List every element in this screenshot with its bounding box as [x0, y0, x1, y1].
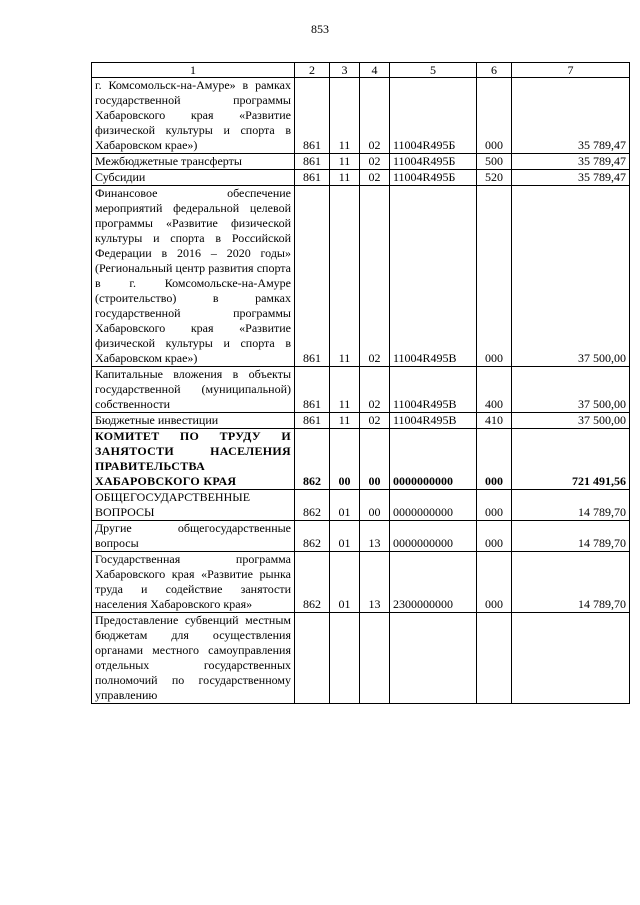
row-expense-type	[477, 613, 512, 704]
row-code: 862	[295, 552, 330, 613]
row-expense-type: 000	[477, 521, 512, 552]
row-name: г. Комсомольск-на-Амуре» в рамках государственной программы Хабаровского края «Развитие физической культуры и спорта в Хабаровском крае»)	[92, 78, 295, 154]
row-name: Другие общегосударственные вопросы	[92, 521, 295, 552]
row-target-article: 11004R495В	[390, 186, 477, 367]
table-row	[92, 78, 630, 154]
column-header-7: 7	[512, 63, 630, 78]
row-name: Государственная программа Хабаровского края «Развитие рынка труда и содействие занятости населения Хабаровского края»	[92, 552, 295, 613]
row-section	[330, 613, 360, 704]
table-row	[92, 613, 630, 704]
table-row-ministry	[92, 429, 630, 490]
row-subsection: 13	[360, 552, 390, 613]
row-expense-type: 000	[477, 552, 512, 613]
row-target-article: 11004R495Б	[390, 78, 477, 154]
table-row	[92, 552, 630, 613]
row-name: Межбюджетные трансферты	[92, 154, 295, 170]
row-code: 862	[295, 429, 330, 490]
row-section: 11	[330, 170, 360, 186]
row-amount	[512, 613, 630, 704]
row-section: 11	[330, 186, 360, 367]
table-row	[92, 170, 630, 186]
row-subsection: 02	[360, 367, 390, 413]
row-amount: 35 789,47	[512, 170, 630, 186]
budget-table	[91, 62, 630, 704]
page-number: 853	[311, 22, 329, 36]
row-code: 861	[295, 367, 330, 413]
row-expense-type: 000	[477, 429, 512, 490]
row-amount: 14 789,70	[512, 552, 630, 613]
row-amount: 35 789,47	[512, 154, 630, 170]
row-section: 11	[330, 367, 360, 413]
row-subsection: 02	[360, 154, 390, 170]
table-row	[92, 521, 630, 552]
row-section: 11	[330, 154, 360, 170]
row-amount: 35 789,47	[512, 78, 630, 154]
table-row	[92, 413, 630, 429]
row-target-article: 0000000000	[390, 521, 477, 552]
row-section: 11	[330, 78, 360, 154]
row-code: 861	[295, 186, 330, 367]
row-expense-type: 000	[477, 186, 512, 367]
column-header-3: 3	[330, 63, 360, 78]
row-subsection: 02	[360, 78, 390, 154]
row-section: 01	[330, 490, 360, 521]
row-section: 01	[330, 521, 360, 552]
row-subsection: 00	[360, 490, 390, 521]
row-target-article: 11004R495Б	[390, 170, 477, 186]
table-row	[92, 367, 630, 413]
row-name: Бюджетные инвестиции	[92, 413, 295, 429]
row-section: 11	[330, 413, 360, 429]
table-row	[92, 154, 630, 170]
row-expense-type: 520	[477, 170, 512, 186]
row-expense-type: 000	[477, 490, 512, 521]
row-amount: 14 789,70	[512, 521, 630, 552]
column-header-2: 2	[295, 63, 330, 78]
row-name: КОМИТЕТ ПО ТРУДУ И ЗАНЯТОСТИ НАСЕЛЕНИЯ ПРАВИТЕЛЬСТВА ХАБАРОВСКОГО КРАЯ	[92, 429, 295, 490]
column-header-4: 4	[360, 63, 390, 78]
row-expense-type: 410	[477, 413, 512, 429]
row-amount: 721 491,56	[512, 429, 630, 490]
row-amount: 37 500,00	[512, 413, 630, 429]
row-code: 861	[295, 154, 330, 170]
row-code: 861	[295, 413, 330, 429]
row-target-article: 11004R495В	[390, 367, 477, 413]
row-name: Капитальные вложения в объекты государственной (муниципальной) собственности	[92, 367, 295, 413]
row-expense-type: 000	[477, 78, 512, 154]
row-name: ОБЩЕГОСУДАРСТВЕННЫЕ ВОПРОСЫ	[92, 490, 295, 521]
table-header-row	[92, 63, 630, 78]
row-target-article: 11004R495Б	[390, 154, 477, 170]
row-name: Финансовое обеспечение мероприятий федеральной целевой программы «Развитие физической культуры и спорта в Российской Федерации в 2016 – 2020 годы» (Региональный центр развития спорта в г. Комсомольске-на-Амуре (строительство) в рамках государственной программы Хабаровского края «Развитие физической культуры и спорта в Хабаровском крае»)	[92, 186, 295, 367]
row-subsection: 02	[360, 413, 390, 429]
row-code	[295, 613, 330, 704]
row-code: 862	[295, 490, 330, 521]
row-subsection: 13	[360, 521, 390, 552]
row-target-article: 0000000000	[390, 429, 477, 490]
row-amount: 37 500,00	[512, 186, 630, 367]
row-target-article: 11004R495В	[390, 413, 477, 429]
row-amount: 14 789,70	[512, 490, 630, 521]
row-code: 861	[295, 78, 330, 154]
row-name: Субсидии	[92, 170, 295, 186]
row-subsection: 00	[360, 429, 390, 490]
row-expense-type: 400	[477, 367, 512, 413]
row-name: Предоставление субвенций местным бюджетам для осуществления органами местного самоуправления отдельных государственных полномочий по государственному управлению	[92, 613, 295, 704]
row-target-article	[390, 613, 477, 704]
row-target-article: 2300000000	[390, 552, 477, 613]
row-subsection: 02	[360, 170, 390, 186]
row-code: 861	[295, 170, 330, 186]
row-expense-type: 500	[477, 154, 512, 170]
row-code: 862	[295, 521, 330, 552]
row-section: 00	[330, 429, 360, 490]
column-header-1: 1	[92, 63, 295, 78]
row-target-article: 0000000000	[390, 490, 477, 521]
row-section: 01	[330, 552, 360, 613]
row-subsection	[360, 613, 390, 704]
table-row	[92, 490, 630, 521]
row-subsection: 02	[360, 186, 390, 367]
column-header-6: 6	[477, 63, 512, 78]
column-header-5: 5	[390, 63, 477, 78]
row-amount: 37 500,00	[512, 367, 630, 413]
table-row	[92, 186, 630, 367]
